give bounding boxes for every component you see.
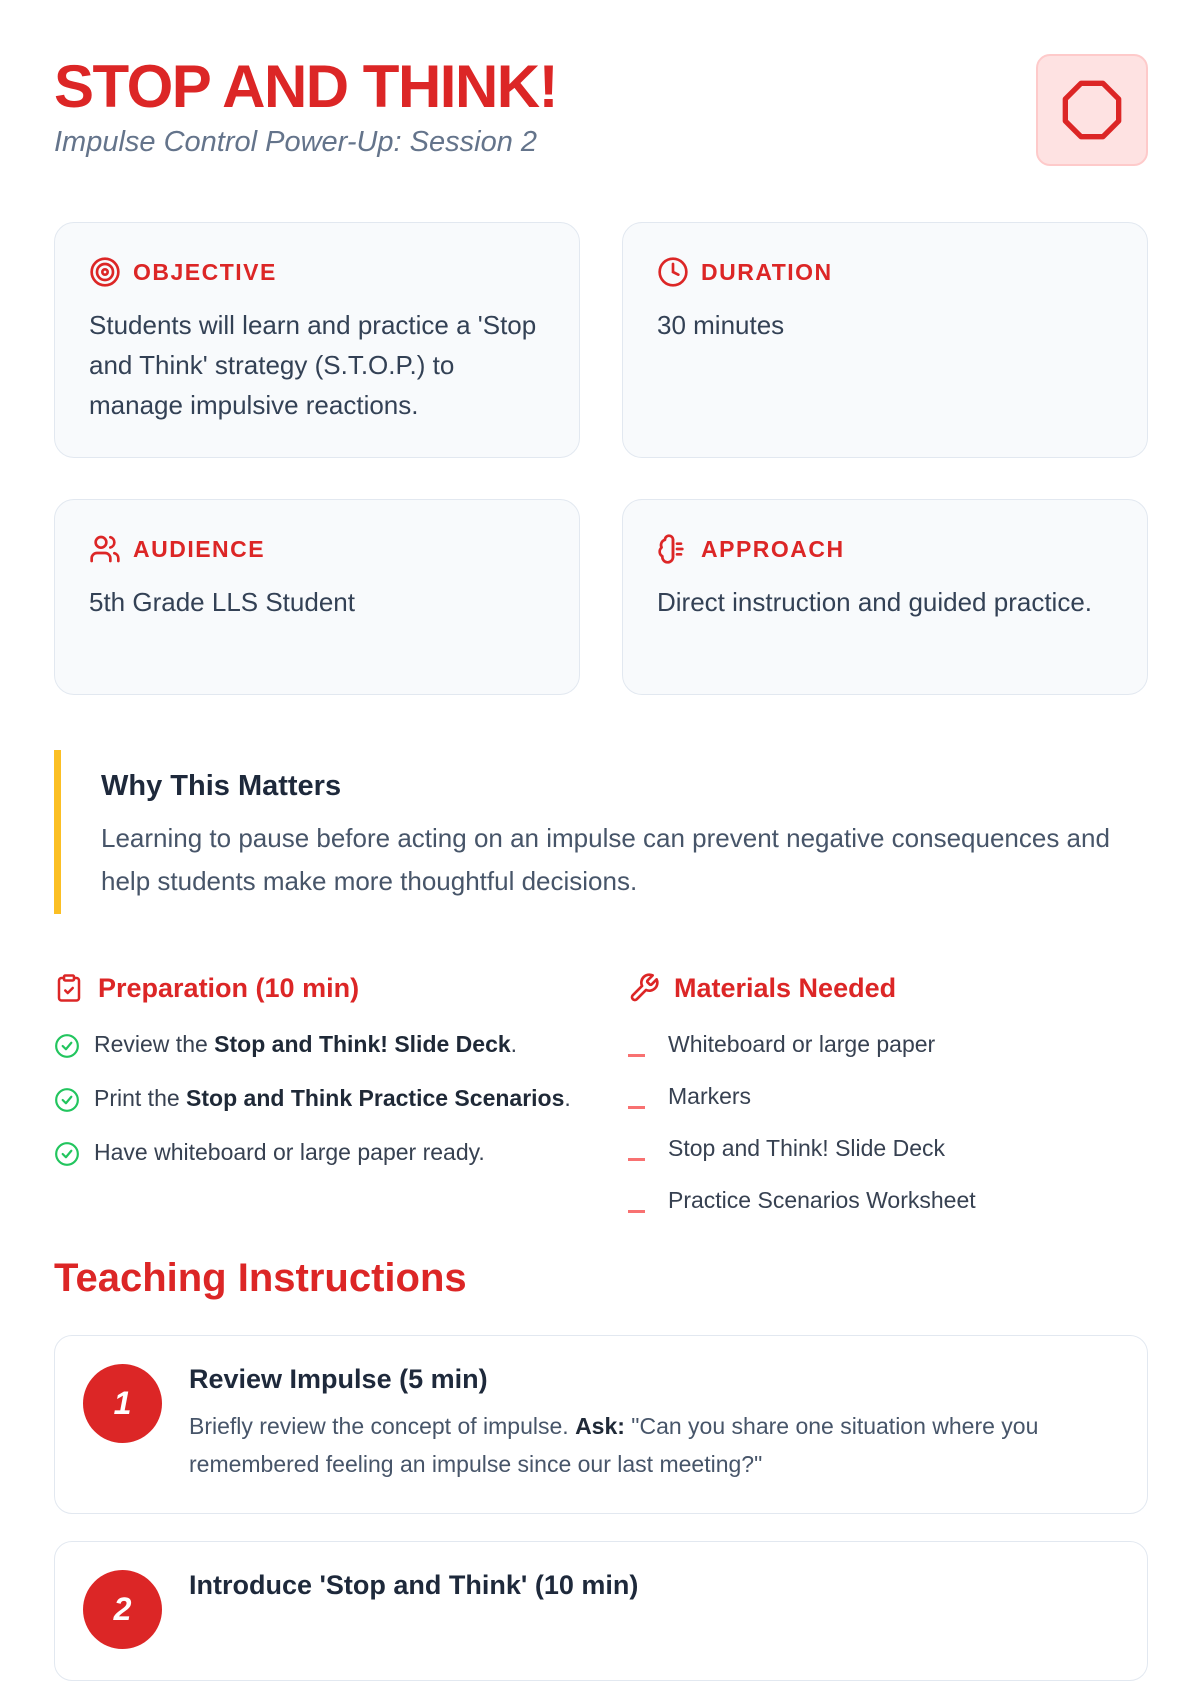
instruction-step (54, 1335, 1148, 1514)
materials-list (628, 1028, 1148, 1222)
duration-label: DURATION (701, 258, 833, 285)
users-icon (89, 533, 121, 565)
step-number-badge: 1 (83, 1364, 162, 1443)
material-text: Whiteboard or large paper (668, 1031, 936, 1057)
audience-text: 5th Grade LLS Student (89, 587, 355, 617)
check-circle-icon (54, 1141, 80, 1167)
page-title: STOP AND THINK! (54, 53, 558, 120)
step-title: Review Impulse (5 min) (189, 1364, 488, 1394)
list-item (628, 1132, 1148, 1170)
material-text: Markers (668, 1083, 752, 1109)
instruction-step (54, 1541, 1148, 1681)
step-text-part: "Can you share one situation where you remembered feeling an impulse since our last meeting?" (189, 1413, 1039, 1477)
preparation-title: Preparation (10 min) (98, 972, 360, 1003)
material-text: Stop and Think! Slide Deck (668, 1135, 946, 1161)
list-item (54, 1136, 574, 1176)
approach-text: Direct instruction and guided practice. (657, 587, 1093, 617)
list-item (54, 1028, 574, 1068)
page-header (54, 54, 1148, 166)
list-item (628, 1028, 1148, 1066)
dash-icon (628, 1210, 645, 1213)
objective-label: OBJECTIVE (133, 258, 277, 285)
target-icon (89, 256, 121, 288)
material-text: Practice Scenarios Worksheet (668, 1187, 976, 1213)
list-item (54, 1082, 574, 1122)
brain-icon (657, 533, 689, 565)
step-number-badge: 2 (83, 1570, 162, 1649)
dash-icon (628, 1054, 645, 1057)
list-item (628, 1080, 1148, 1118)
audience-card (54, 499, 580, 695)
teaching-instructions-title: Teaching Instructions (54, 1256, 467, 1300)
step-text (189, 1407, 1117, 1483)
prep-text: Review the (94, 1031, 215, 1057)
objective-card (54, 222, 580, 458)
prep-text: Have whiteboard or large paper ready. (94, 1139, 485, 1165)
audience-label: AUDIENCE (133, 535, 266, 562)
duration-text: 30 minutes (657, 310, 785, 340)
duration-card (622, 222, 1148, 458)
clock-icon (657, 256, 689, 288)
prep-text-end: . (510, 1031, 518, 1057)
materials-title: Materials Needed (674, 972, 897, 1003)
approach-card (622, 499, 1148, 695)
prep-bold: Stop and Think! Slide Deck (214, 1031, 511, 1057)
materials-section (628, 970, 1148, 1236)
stop-badge (1036, 54, 1148, 166)
dash-icon (628, 1106, 645, 1109)
page-subtitle: Impulse Control Power-Up: Session 2 (54, 126, 538, 158)
prep-text-end: . (564, 1085, 571, 1111)
why-callout (54, 750, 1148, 914)
why-title: Why This Matters (101, 770, 342, 802)
step-title: Introduce 'Stop and Think' (10 min) (189, 1570, 639, 1600)
step-ask-label: Ask: (575, 1413, 625, 1439)
preparation-section (54, 970, 574, 1190)
objective-text: Students will learn and practice a 'Stop and Think' strategy (S.T.O.P.) to manage impulsive reactions. (89, 310, 537, 420)
prep-text: Print the (94, 1085, 187, 1111)
approach-label: APPROACH (701, 535, 845, 562)
why-text: Learning to pause before acting on an impulse can prevent negative consequences and help students make more thoughtful decisions. (101, 823, 1110, 896)
octagon-stop-icon (1060, 78, 1124, 142)
clipboard-check-icon (54, 972, 84, 1004)
wrench-icon (628, 972, 660, 1004)
prep-bold: Stop and Think Practice Scenarios (186, 1085, 565, 1111)
list-item (628, 1184, 1148, 1222)
step-text-part: Briefly review the concept of impulse. (189, 1413, 576, 1439)
dash-icon (628, 1158, 645, 1161)
check-circle-icon (54, 1087, 80, 1113)
check-circle-icon (54, 1033, 80, 1059)
preparation-list (54, 1028, 574, 1176)
